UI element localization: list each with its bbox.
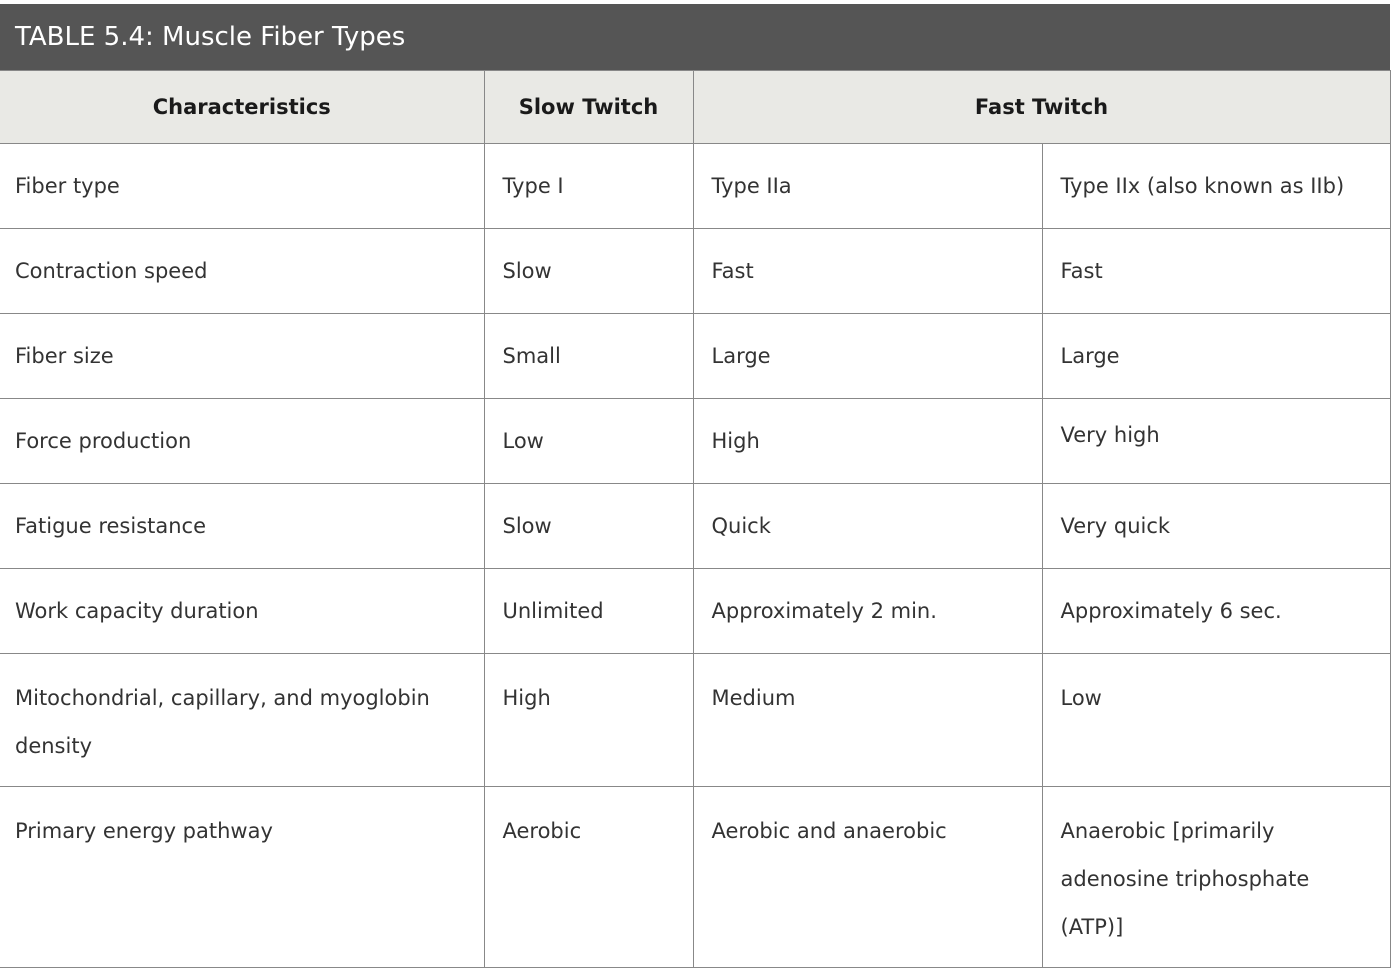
type-iia-cell: Type IIa [693, 144, 1042, 229]
header-fast-twitch: Fast Twitch [693, 71, 1390, 144]
type-iia-cell: High [693, 399, 1042, 484]
row-label: Fatigue resistance [0, 484, 484, 569]
slow-twitch-cell: Slow [484, 229, 693, 314]
type-iia-cell: Fast [693, 229, 1042, 314]
type-iix-cell: Type IIx (also known as IIb) [1042, 144, 1390, 229]
slow-twitch-cell: Slow [484, 484, 693, 569]
row-label: Force production [0, 399, 484, 484]
type-iia-cell: Aerobic and anaerobic [693, 787, 1042, 968]
header-row [0, 71, 1390, 144]
type-iia-cell: Large [693, 314, 1042, 399]
table-row [0, 144, 1390, 229]
header-slow-twitch: Slow Twitch [484, 71, 693, 144]
table-row [0, 484, 1390, 569]
table-row [0, 229, 1390, 314]
row-label: Fiber size [0, 314, 484, 399]
row-label: Contraction speed [0, 229, 484, 314]
muscle-fiber-table [0, 4, 1390, 968]
table-row [0, 654, 1390, 787]
slow-twitch-cell: High [484, 654, 693, 787]
header-characteristics: Characteristics [0, 71, 484, 144]
slow-twitch-cell: Low [484, 399, 693, 484]
type-iix-cell: Fast [1042, 229, 1390, 314]
row-label: Fiber type [0, 144, 484, 229]
type-iix-cell: Anaerobic [primarily adenosine triphosphate (ATP)] [1042, 787, 1390, 968]
type-iia-cell: Approximately 2 min. [693, 569, 1042, 654]
data-table [0, 70, 1391, 968]
table-caption: TABLE 5.4: Muscle Fiber Types [0, 4, 1390, 70]
slow-twitch-cell: Aerobic [484, 787, 693, 968]
row-label: Mitochondrial, capillary, and myoglobin density [0, 654, 484, 787]
row-label: Work capacity duration [0, 569, 484, 654]
slow-twitch-cell: Type I [484, 144, 693, 229]
type-iix-cell: Very quick [1042, 484, 1390, 569]
table-row [0, 787, 1390, 968]
table-row [0, 399, 1390, 484]
table-row [0, 569, 1390, 654]
slow-twitch-cell: Unlimited [484, 569, 693, 654]
type-iia-cell: Quick [693, 484, 1042, 569]
type-iix-cell: Large [1042, 314, 1390, 399]
type-iia-cell: Medium [693, 654, 1042, 787]
type-iix-cell: Low [1042, 654, 1390, 787]
table-row [0, 314, 1390, 399]
type-iix-cell: Very high [1042, 399, 1390, 484]
type-iix-cell: Approximately 6 sec. [1042, 569, 1390, 654]
row-label: Primary energy pathway [0, 787, 484, 968]
slow-twitch-cell: Small [484, 314, 693, 399]
